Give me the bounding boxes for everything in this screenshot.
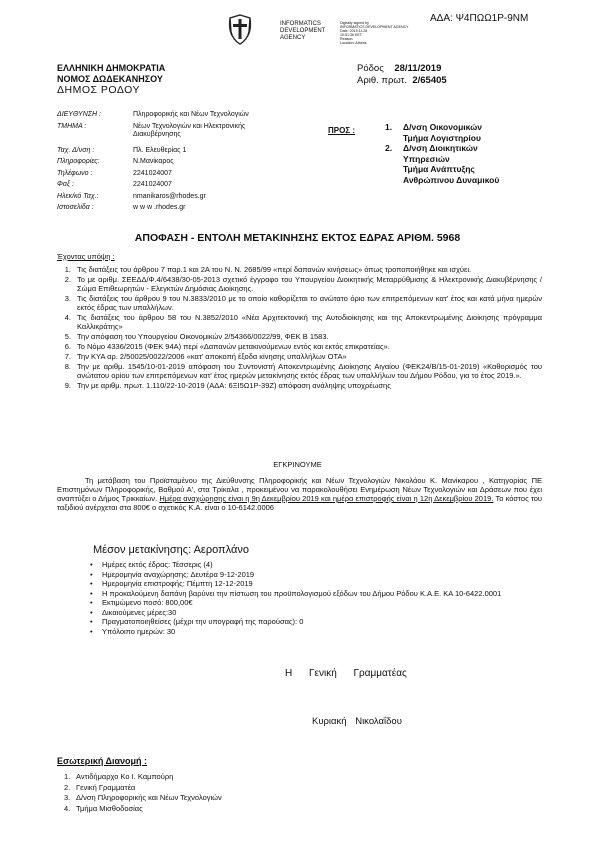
list-item: 3. Τις διατάξεις του άρθρου 9 του Ν.3833/2010 με το οποίο καθορίζεται το ανώτατο όριο των επιτρεπόμενων κατ' έτος και κατά μήνα ημερών εκτός έδρας των υπαλλήλων. xyxy=(64,294,542,312)
list-item: • Η προκαλούμενη δαπάνη βαρύνει την πίστωση του προϋπολογισμού εξόδων του Δήμου Ρόδου Κ.Α.Ε. ΚΑ 10-6422.0001 xyxy=(90,588,502,598)
agency-name: INFORMATICS DEVELOPMENT AGENCY xyxy=(280,21,326,41)
list-item: 7. Την ΚΥΑ αρ. 2/50025/0022/2006 «κατ' αποκοπή έξοδα κίνησης υπαλλήλων ΟΤΑ» xyxy=(64,352,347,361)
list-item: 6. Το Νόμο 4336/2015 (ΦΕΚ 94Α) περί «Δαπανών μετακινούμενων εντός και εκτός επικρατείας». xyxy=(64,342,390,351)
list-item: • Δικαιούμενες μέρες:30 xyxy=(90,607,177,617)
date-protocol: Ρόδος 28/11/2019 Αριθ. πρωτ. 2/65405 xyxy=(357,63,447,86)
list-item: 9. Την με αριθμ. πρωτ. 1.110/22-10-2019 (ΑΔΑ: 6ΞΙ5Ω1Ρ-39Ζ) απόφαση ανάληψης υποχρέωσης xyxy=(64,381,391,390)
list-item: 2. Γενική Γραμματέα xyxy=(64,782,136,792)
recipients-list: 1. Δ/νση Οικονομικών Τμήμα Λογιστηρίου 2. Δ/νση Διοικητικών Υπηρεσιών Τμήμα Ανάπτυξης Ανθρώπινου Δυναμικού xyxy=(385,122,500,185)
list-item: 1. Αντιδήμαρχο Κο Ι. Καμπούρη xyxy=(64,772,174,781)
trip-details-list xyxy=(90,560,530,636)
distribution-label: Εσωτερική Διανομή : xyxy=(57,756,148,766)
considering-label: Έχοντας υπόψη : xyxy=(57,252,115,261)
signatory-role: Η Γενική Γραμματέας xyxy=(285,668,407,679)
signatory-name: Κυριακή Νικολαΐδου xyxy=(312,716,402,727)
considerations-list xyxy=(57,265,542,391)
issuer-header: ΕΛΛΗΝΙΚΗ ΔΗΜΟΚΡΑΤΙΑ ΝΟΜΟΣ ΔΩΔΕΚΑΝΗΣΟΥ ΔΗΜΟΣ ΡΟΔΟΥ xyxy=(57,63,166,96)
recipients-label: ΠΡΟΣ : xyxy=(328,126,356,135)
greek-emblem-icon xyxy=(228,14,252,45)
list-item: 1. Τις διατάξεις του άρθρου 7 παρ.1 και 2Α του Ν. Ν. 2685/99 «περί δαπανών κινήσεως» όπως τροποποιήθηκε και ισχύει. xyxy=(64,265,472,274)
list-item: • Ημερομηνία αναχώρησης: Δευτέρα 9-12-2019 xyxy=(90,569,255,579)
list-item: • Ημέρες εκτός έδρας: Τέσσερις (4) xyxy=(90,560,213,569)
list-item: • Εκτιμώμενο ποσό: 800,00€ xyxy=(90,598,193,607)
decision-paragraph: Τη μετάβαση του Προϊσταμένου της Διεύθυνσης Πληροφορικής και Νέων Τεχνολογιών Νικολάου Κ. Μανίκαρου , Κατηγορίας ΠΕ Επιστημόνων Πληροφορικής, Βαθμού Α', στα Τρίκαλα , προκειμένου να παρακολουθήσει Ενημέρωση Νέων Τεχνολογιών και Δράσεων που έχει αναπτύξει ο Δήμος Τρικκαίων. Ημέρα αναχώρησης είναι η 9η Δεκεμβρίου 2019 και ημέρα επιστροφής είναι η 12η Δεκεμβρίου 2019. Το κόστος του ταξιδιού ανέρχεται στα 800€ ο σχετικός Κ.Α. είναι ο 10-6142.0006 xyxy=(57,476,542,512)
list-item: • Πραγματοποιηθείσες (μέχρι την υπογραφή της παρούσας): 0 xyxy=(90,617,304,626)
distribution-list xyxy=(64,772,222,814)
list-item: 2. Το με αριθμ. ΣΕΕΔΔ/Φ.4/6438/30-05-2013 σχετικό έγγραφο του Υπουργείου Διοικητικής Μεταρρύθμισης & Ηλεκτρονικής Διακυβέρνησης / Σώμα Επιθεωρητών - Ελεγκτών Δημόσιας Διοίκησης. xyxy=(64,275,542,293)
transport-means: Μέσον μετακίνησης: Αεροπλάνο xyxy=(93,544,249,556)
document-title: ΑΠΟΦΑΣΗ - ΕΝΤΟΛΗ ΜΕΤΑΚΙΝΗΣΗΣ ΕΚΤΟΣ ΕΔΡΑΣ ΑΡΙΘΜ. 5968 xyxy=(134,232,461,244)
list-item: • Υπόλοιπο ημερών: 30 xyxy=(90,626,176,636)
ada-code: ΑΔΑ: Ψ4ΠΩΩ1Ρ-9ΝΜ xyxy=(430,13,529,24)
digital-signature-block: Digitally signed by INFORMATICS DEVELOPMENT AGENCY Date: 2019.11.28 10:51:36 EET Reason: Location: Athens xyxy=(340,21,409,45)
approval-heading: ΕΓΚΡΙΝΟΥΜΕ xyxy=(273,460,322,469)
list-item: 4. Τις διατάξεις του άρθρου 58 του Ν.3852/2010 «Νέα Αρχιτεκτονική της Αυτοδιοίκησης και της Αποκεντρωμένης Διοίκησης πρόγραμμα Καλλικράτης» xyxy=(64,313,542,331)
list-item: 5. Την απόφαση του Υπουργείου Οικονομικών 2/54366/0022/99, ΦΕΚ Β 1583. xyxy=(64,332,329,341)
contact-details: ΔΙΕΥΘΥΝΣΗ : Πληροφορικής και Νέων Τεχνολογιών ΤΜΗΜΑ : Νέων Τεχνολογιών και Ηλεκτρονικής Διακυβέρνησης Ταχ. Δ/νση : Πλ. Ελευθερίας 1 Πληροφορίες: Ν.Μανίκαρος Τηλέφωνο : 2241024007 Φαξ : 2241024007 Ηλεκ/κό Ταχ.: nmanikaros@rhodes.gr Ιστοσελίδα : w w w .rhodes.gr xyxy=(57,111,249,211)
list-item: 3. Δ/νση Πληροφορικής και Νέων Τεχνολογιών xyxy=(64,793,222,802)
list-item: • Ημερομηνία επιστροφής: Πέμπτη 12-12-2019 xyxy=(90,579,253,588)
list-item: 4. Τμήμα Μισθοδοσίας xyxy=(64,803,143,813)
list-item: 8. Την με αριθμ. 1545/10-01-2019 απόφαση του Συντονιστή Αποκεντρωμένης Διοίκησης Αιγαίου (ΦΕΚ24/Β/15-01-2019) «Καθορισμός του ανώτατου ορίου των επιτρεπόμενων κατ' έτος ημερών μετακίνησης εκτός έδρας των υπαλλήλων του Δήμου Ρόδου, για το έτος 2019.». xyxy=(64,362,542,380)
